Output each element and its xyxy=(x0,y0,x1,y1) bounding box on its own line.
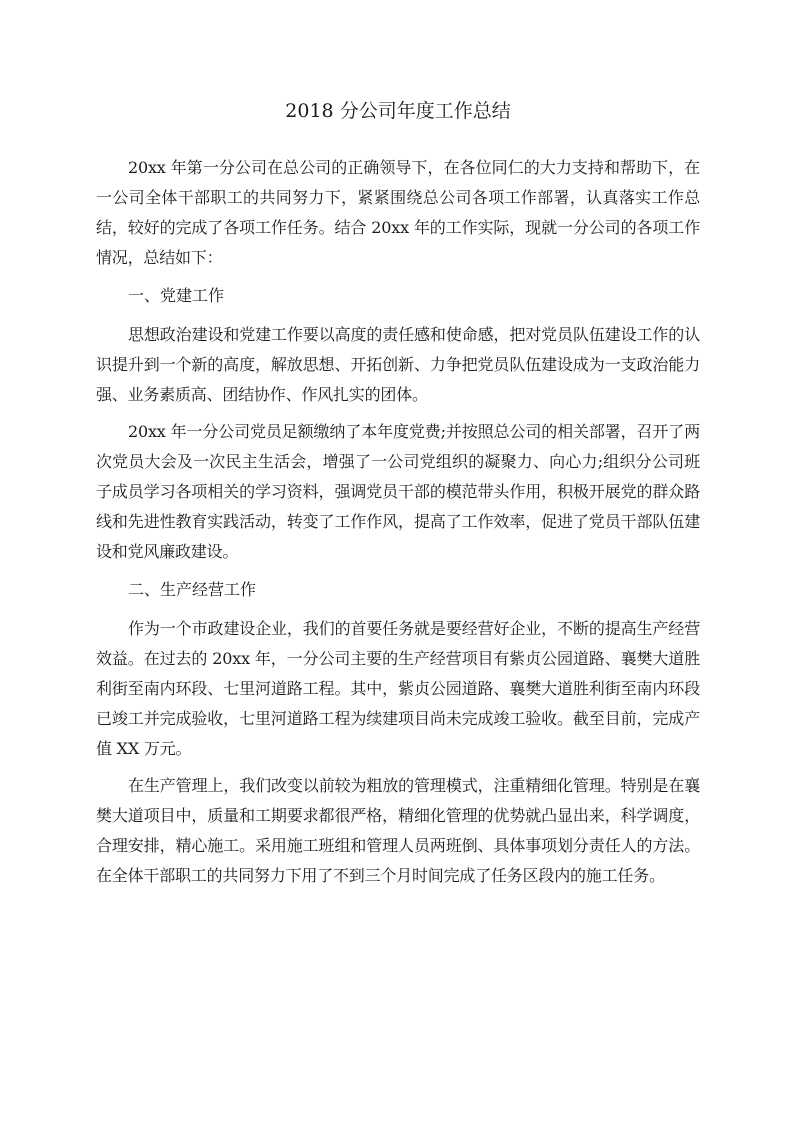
document-body xyxy=(96,153,700,891)
production-paragraph-1: 作为一个市政建设企业，我们的首要任务就是要经营好企业，不断的提高生产经营效益。在过去的 20xx 年，一分公司主要的生产经营项目有紫贞公园道路、襄樊大道胜利街至南内环段、七里河道路工程。其中，紫贞公园道路、襄樊大道胜利街至南内环段已竣工并完成验收，七里河道路工程为续建项目尚未完成竣工验收。截至目前，完成产值 XX 万元。 xyxy=(96,619,700,758)
intro-paragraph: 20xx 年第一分公司在总公司的正确领导下，在各位同仁的大力支持和帮助下，在一公司全体干部职工的共同努力下，紧紧围绕总公司各项工作部署，认真落实工作总结，较好的完成了各项工作任务。结合 20xx 年的工作实际，现就一分公司的各项工作情况，总结如下： xyxy=(96,158,700,267)
party-building-paragraph-2: 20xx 年一分公司党员足额缴纳了本年度党费;并按照总公司的相关部署，召开了两次党员大会及一次民主生活会，增强了一公司党组织的凝聚力、向心力;组织分公司班子成员学习各项相关的学习资料，强调党员干部的模范带头作用，积极开展党的群众路线和先进性教育实践活动，转变了工作作风，提高了工作效率，促进了党员干部队伍建设和党风廉政建设。 xyxy=(96,422,700,561)
section-heading-production: 二、生产经营工作 xyxy=(128,580,257,599)
section-heading-party-building: 一、党建工作 xyxy=(128,286,225,305)
production-paragraph-2: 在生产管理上，我们改变以前较为粗放的管理模式，注重精细化管理。特别是在襄樊大道项目中，质量和工期要求都很严格，精细化管理的优势就凸显出来，科学调度，合理安排，精心施工。采用施工班组和管理人员两班倒、具体事项划分责任人的方法。在全体干部职工的共同努力下用了不到三个月时间完成了任务区段内的施工任务。 xyxy=(96,776,700,885)
party-building-paragraph-1: 思想政治建设和党建工作要以高度的责任感和使命感，把对党员队伍建设工作的认识提升到一个新的高度，解放思想、开拓创新、力争把党员队伍建设成为一支政治能力强、业务素质高、团结协作、作风扎实的团体。 xyxy=(96,325,700,404)
document-title: 2018 分公司年度工作总结 xyxy=(285,100,511,122)
